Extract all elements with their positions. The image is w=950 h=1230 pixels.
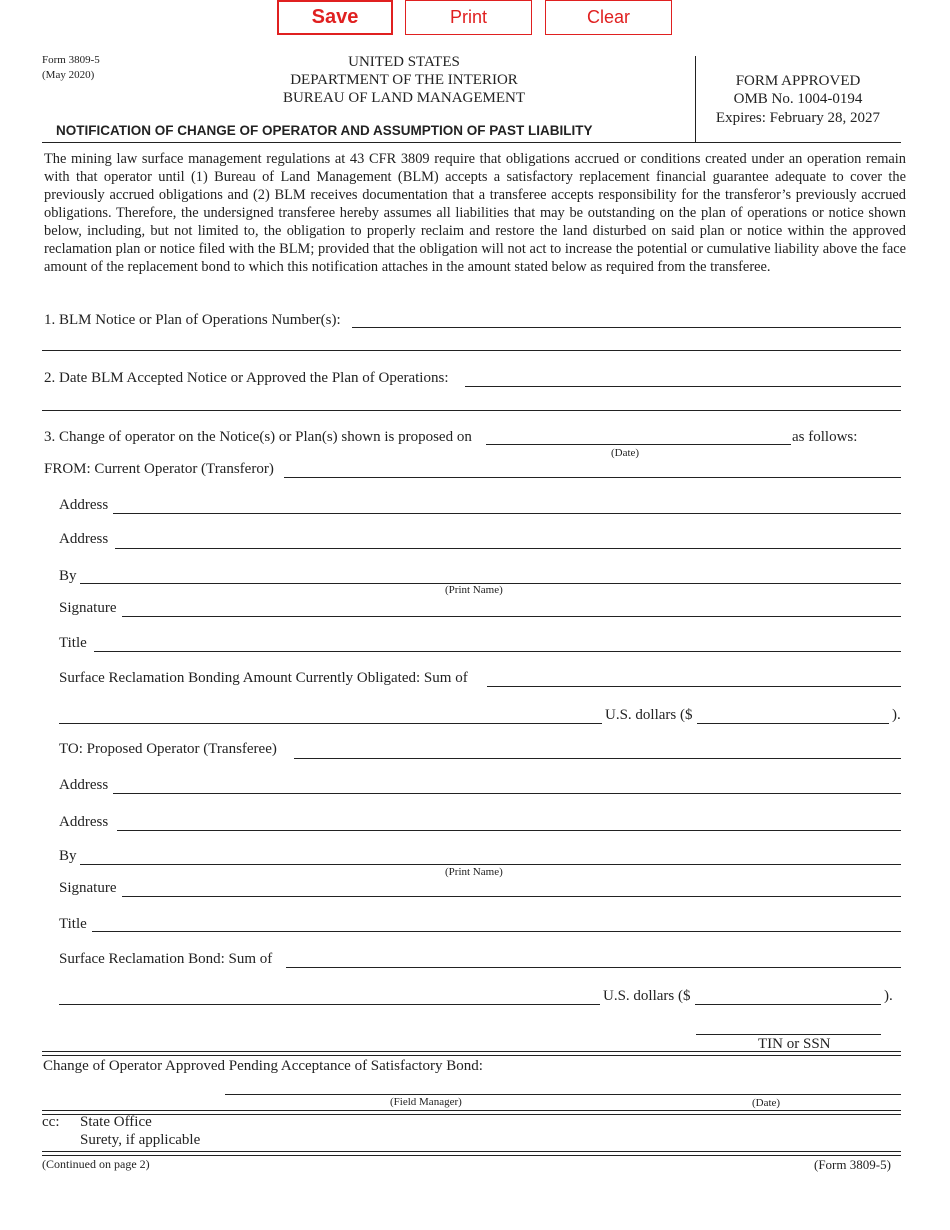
to-title-field[interactable] — [92, 931, 901, 932]
to-signature-label: Signature — [59, 880, 117, 896]
to-by-label: By — [59, 848, 77, 864]
field-manager-caption: (Field Manager) — [390, 1096, 462, 1108]
to-print-name-caption: (Print Name) — [445, 866, 503, 878]
item1-field-line2[interactable] — [42, 350, 901, 351]
cc-rule-bottom — [42, 1114, 901, 1115]
form-title: NOTIFICATION OF CHANGE OF OPERATOR AND ASSUMPTION OF PAST LIABILITY — [56, 123, 593, 138]
to-bond-words-field[interactable] — [59, 1004, 600, 1005]
to-label: TO: Proposed Operator (Transferee) — [59, 741, 277, 757]
from-address1-field[interactable] — [113, 513, 901, 514]
section-rule-top — [42, 1051, 901, 1052]
to-address1-label: Address — [59, 777, 109, 793]
from-usd-amount-field[interactable] — [697, 723, 889, 724]
form-number: Form 3809-5 — [42, 54, 100, 66]
from-signature-label: Signature — [59, 600, 117, 616]
footer-rule-top — [42, 1151, 901, 1152]
from-label: FROM: Current Operator (Transferor) — [44, 461, 274, 477]
to-by-field[interactable] — [80, 864, 901, 865]
item1-field[interactable] — [352, 327, 901, 328]
to-signature-field[interactable] — [122, 896, 901, 897]
item2-field[interactable] — [465, 386, 901, 387]
to-usd-amount-field[interactable] — [695, 1004, 881, 1005]
item2-label: 2. Date BLM Accepted Notice or Approved the Plan of Operations: — [44, 370, 449, 386]
form-date: (May 2020) — [42, 69, 95, 81]
to-bond-label: Surface Reclamation Bond: Sum of — [59, 951, 273, 967]
intro-paragraph: The mining law surface management regulations at 43 CFR 3809 require that obligations accrued or conditions created under an operation remain with that operator until (1) Bureau of Land Management (BLM) accepts a satisfactory replacement financial guarantee adequate to cover the previously accrued obligations and (2) BLM receives documentation that a transferee accepts responsibility for the transferor’s previously accrued obligations. Therefore, the undersigned transferee hereby assumes all liabilities that may be outstanding on the plan of operations or notice shown below, including, but not limited to, the obligation to properly reclaim and restore the land disturbed on said plan or notice within the approved reclamation plan or notice filed with the BLM; provided that the obligation will not act to increase the potential or cumulative liability above the face amount of the replacement bond to which this notification attaches in the amount stated below as required from the transferee. — [44, 151, 906, 275]
header-divider — [695, 56, 696, 142]
to-close-paren: ). — [884, 988, 893, 1004]
save-button[interactable]: Save — [277, 0, 393, 35]
from-bond-sum-field[interactable] — [487, 686, 901, 687]
item3-label: 3. Change of operator on the Notice(s) or Plan(s) shown is proposed on — [44, 429, 472, 445]
cc-state-office: State Office — [80, 1114, 152, 1130]
section-rule-bottom — [42, 1055, 901, 1056]
item3-date-caption: (Date) — [611, 447, 640, 459]
from-bond-words-field[interactable] — [59, 723, 602, 724]
agency-line-2: DEPARTMENT OF THE INTERIOR — [290, 72, 518, 88]
from-operator-field[interactable] — [284, 477, 901, 478]
to-title-label: Title — [59, 916, 87, 932]
to-address2-field[interactable] — [117, 830, 901, 831]
to-usd-label: U.S. dollars ($ — [603, 988, 691, 1004]
to-bond-sum-field[interactable] — [286, 967, 901, 968]
from-close-paren: ). — [892, 707, 901, 723]
title-rule — [42, 142, 901, 143]
to-address1-field[interactable] — [113, 793, 901, 794]
item3-date-field[interactable] — [486, 444, 791, 445]
item3-as-follows: as follows: — [792, 429, 858, 445]
from-signature-field[interactable] — [122, 616, 901, 617]
from-bond-label: Surface Reclamation Bonding Amount Currently Obligated: Sum of — [59, 670, 468, 686]
form-approved: FORM APPROVED — [735, 73, 861, 89]
footer-rule-bottom — [42, 1155, 901, 1156]
approval-label: Change of Operator Approved Pending Acceptance of Satisfactory Bond: — [43, 1058, 483, 1074]
approval-date-caption: (Date) — [752, 1097, 781, 1109]
from-print-name-caption: (Print Name) — [445, 584, 503, 596]
cc-surety: Surety, if applicable — [80, 1132, 201, 1148]
tin-caption: TIN or SSN — [758, 1036, 831, 1052]
print-button[interactable]: Print — [405, 0, 532, 35]
cc-rule-top — [42, 1110, 901, 1111]
agency-line-3: BUREAU OF LAND MANAGEMENT — [282, 90, 526, 106]
expiration-date: Expires: February 28, 2027 — [715, 110, 881, 126]
footer-continued: (Continued on page 2) — [42, 1157, 150, 1171]
field-manager-date-field[interactable] — [225, 1094, 901, 1095]
item2-field-line2[interactable] — [42, 410, 901, 411]
from-address1-label: Address — [59, 497, 109, 513]
from-title-field[interactable] — [94, 651, 901, 652]
from-usd-label: U.S. dollars ($ — [605, 707, 693, 723]
to-address2-label: Address — [59, 814, 109, 830]
from-address2-field[interactable] — [115, 548, 901, 549]
from-by-label: By — [59, 568, 77, 584]
from-address2-label: Address — [59, 531, 109, 547]
clear-button[interactable]: Clear — [545, 0, 672, 35]
omb-number: OMB No. 1004-0194 — [733, 91, 863, 107]
from-title-label: Title — [59, 635, 87, 651]
item1-label: 1. BLM Notice or Plan of Operations Number(s): — [44, 312, 341, 328]
cc-label: cc: — [42, 1114, 60, 1130]
to-operator-field[interactable] — [294, 758, 901, 759]
agency-line-1: UNITED STATES — [348, 54, 460, 70]
footer-form-number: (Form 3809-5) — [814, 1157, 891, 1172]
